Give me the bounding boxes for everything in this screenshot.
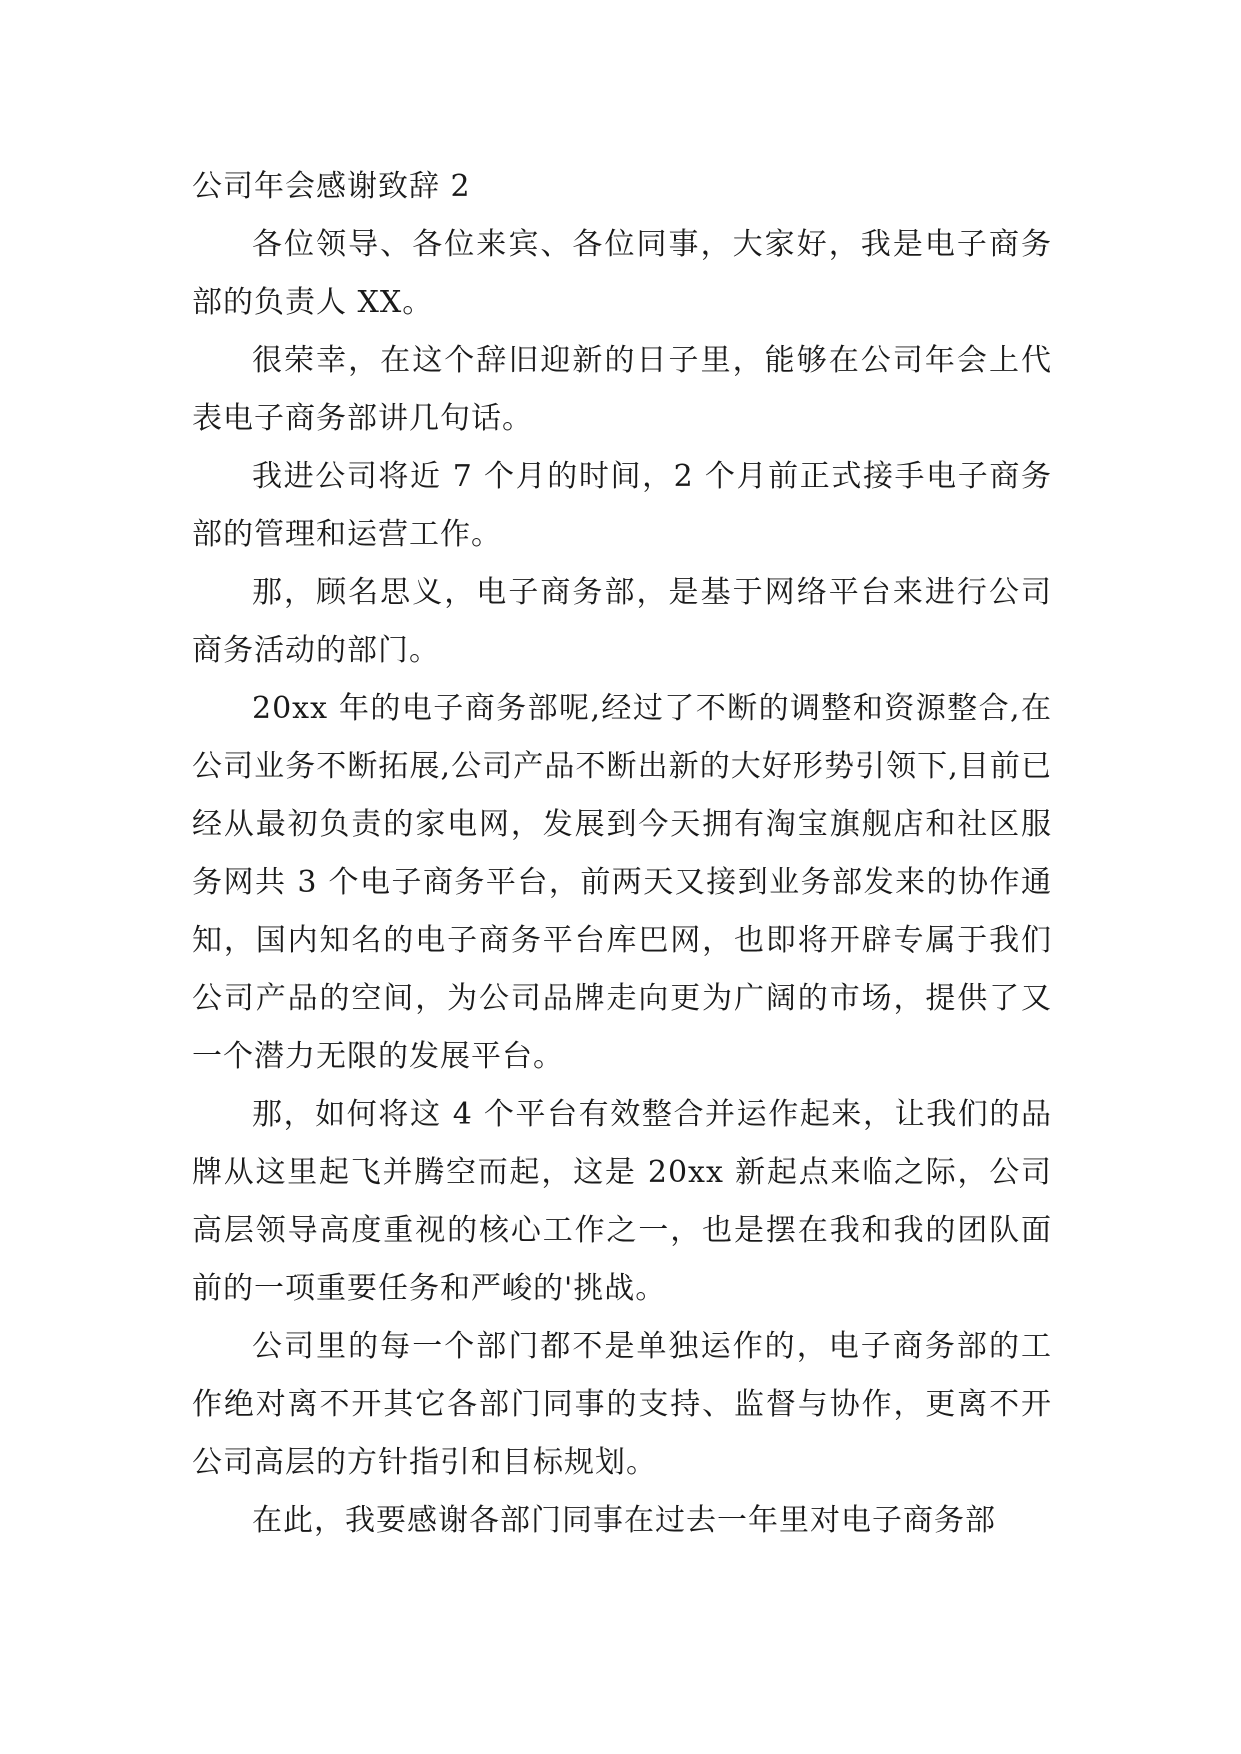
document-body: [192, 158, 1052, 1550]
paragraph-honor: 很荣幸，在这个辞旧迎新的日子里，能够在公司年会上代表电子商务部讲几句话。: [192, 343, 1052, 436]
paragraph-thanks: 在此，我要感谢各部门同事在过去一年里对电子商务部: [252, 1503, 996, 1538]
paragraph-platforms: 20xx 年的电子商务部呢,经过了不断的调整和资源整合,在公司业务不断拓展,公司产品不断出新的大好形势引领下,目前已经从最初负责的家电网，发展到今天拥有淘宝旗舰店和社区服务网共 3 个电子商务平台，前两天又接到业务部发来的协作通知，国内知名的电子商务平台库巴网，也即将开辟专属于我们公司产品的空间，为公司品牌走向更为广阔的市场，提供了又一个潜力无限的发展平台。: [192, 691, 1052, 1074]
paragraph-tenure: 我进公司将近 7 个月的时间，2 个月前正式接手电子商务部的管理和运营工作。: [192, 459, 1052, 552]
paragraph-challenge: 那，如何将这 4 个平台有效整合并运作起来，让我们的品牌从这里起飞并腾空而起，这是 20xx 新起点来临之际，公司高层领导高度重视的核心工作之一，也是摆在我和我的团队面前的一项重要任务和严峻的'挑战。: [192, 1097, 1052, 1306]
paragraph-greeting: 各位领导、各位来宾、各位同事，大家好，我是电子商务部的负责人 XX。: [192, 227, 1052, 320]
paragraph-cooperation: 公司里的每一个部门都不是单独运作的，电子商务部的工作绝对离不开其它各部门同事的支持、监督与协作，更离不开公司高层的方针指引和目标规划。: [192, 1329, 1052, 1480]
document-title: 公司年会感谢致辞 2: [192, 169, 471, 204]
paragraph-definition: 那，顾名思义，电子商务部，是基于网络平台来进行公司商务活动的部门。: [192, 575, 1052, 668]
